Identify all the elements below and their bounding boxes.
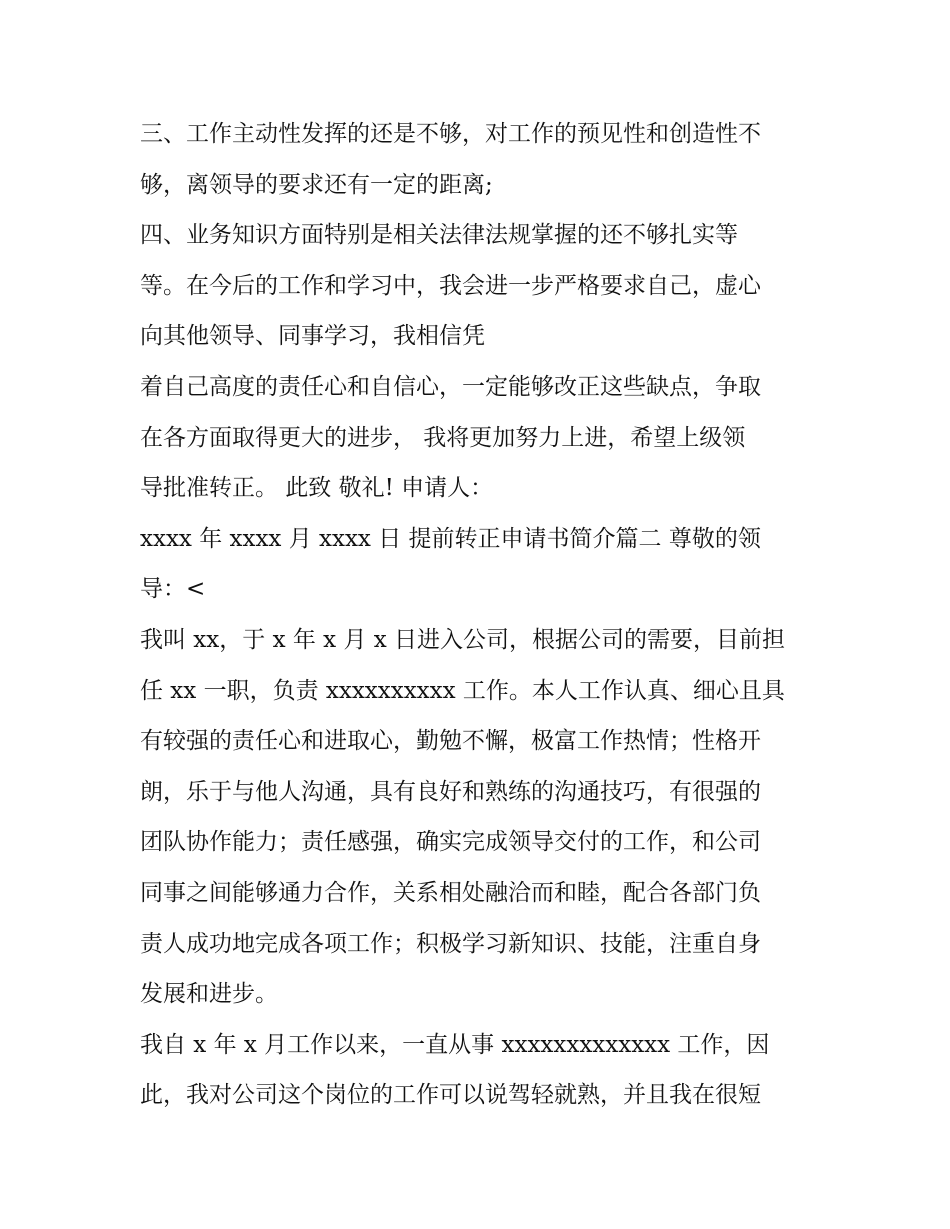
text-line: 导批准转正。 此致 敬礼! 申请人： <box>140 475 494 502</box>
text-line: 此，我对公司这个岗位的工作可以说驾轻就熟，并且我在很短 <box>140 1082 761 1109</box>
text-line: 任 xx 一职，负责 xxxxxxxxxx 工作。本人工作认真、细心且具 <box>140 677 785 704</box>
text-line: 够，离领导的要求还有一定的距离; <box>140 171 493 198</box>
text-line: 发展和进步。 <box>140 981 278 1008</box>
text-line: 在各方面取得更大的进步， 我将更加努力上进，希望上级领 <box>140 424 746 451</box>
text-line: 团队协作能力；责任感强，确实完成领导交付的工作，和公司 <box>140 829 761 856</box>
text-line: 导：< <box>140 576 206 603</box>
text-line: 我叫 xx，于 x 年 x 月 x 日进入公司，根据公司的需要，目前担 <box>140 626 786 653</box>
text-line: 责人成功地完成各项工作；积极学习新知识、技能，注重自身 <box>140 930 761 957</box>
text-line: 三、工作主动性发挥的还是不够，对工作的预见性和创造性不 <box>140 121 761 147</box>
text-line: xxxx 年 xxxx 月 xxxx 日 提前转正申请书简介篇二 尊敬的领 <box>140 525 761 552</box>
text-line: 等。在今后的工作和学习中，我会进一步严格要求自己，虚心 <box>140 272 761 299</box>
text-line: 同事之间能够通力合作，关系相处融洽而和睦，配合各部门负 <box>140 879 761 906</box>
text-line: 朗，乐于与他人沟通，具有良好和熟练的沟通技巧，有很强的 <box>140 778 761 805</box>
text-line: 我自 x 年 x 月工作以来，一直从事 xxxxxxxxxxxxx 工作，因 <box>140 1031 770 1058</box>
text-line: 向其他领导、同事学习，我相信凭 <box>140 323 485 350</box>
text-line: 有较强的责任心和进取心，勤勉不懈，极富工作热情；性格开 <box>140 728 761 755</box>
text-line: 着自己高度的责任心和自信心，一定能够改正这些缺点，争取 <box>140 373 761 400</box>
document-body <box>140 109 830 1121</box>
text-line: 四、业务知识方面特别是相关法律法规掌握的还不够扎实等 <box>140 222 738 249</box>
